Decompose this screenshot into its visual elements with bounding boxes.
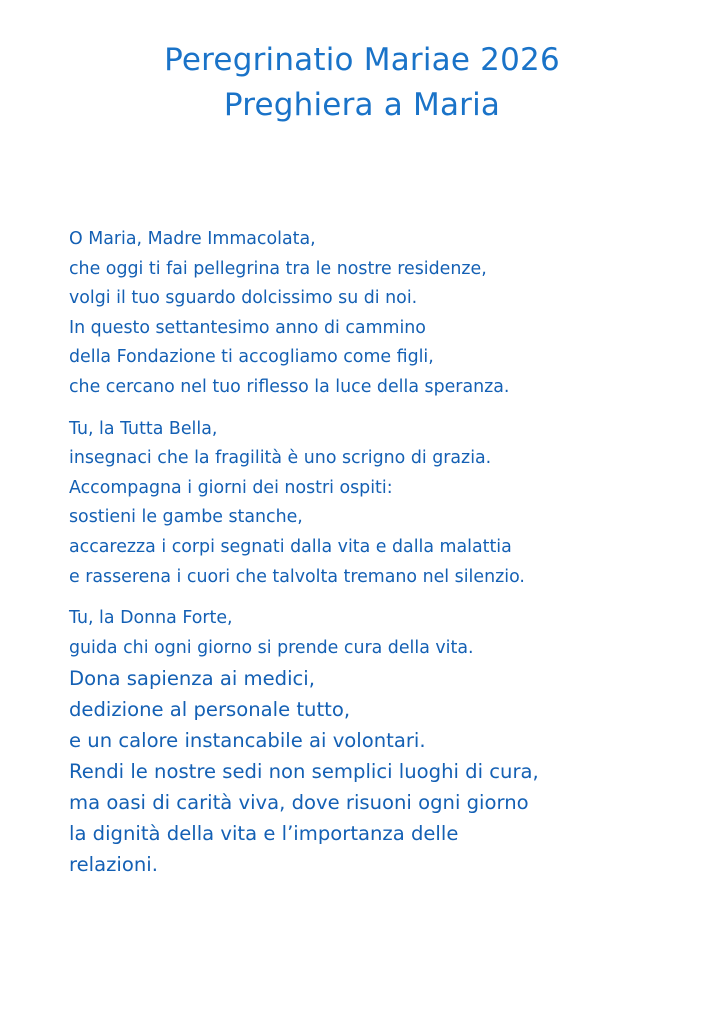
prayer-line: della Fondazione ti accogliamo come figli,: [69, 347, 434, 368]
prayer-line: Rendi le nostre sedi non semplici luoghi di cura,: [69, 760, 539, 784]
prayer-line: e rasserena i cuori che talvolta tremano nel silenzio.: [69, 566, 525, 587]
title-line-1: Peregrinatio Mariae 2026: [164, 42, 560, 78]
prayer-line: sostieni le gambe stanche,: [69, 507, 303, 528]
stanza-2: [69, 415, 709, 593]
prayer-line: guida chi ogni giorno si prende cura della vita.: [69, 637, 474, 658]
stanza-1: [69, 225, 709, 403]
title-line-2: Preghiera a Maria: [223, 87, 501, 123]
prayer-line: insegnaci che la fragilità è uno scrigno di grazia.: [69, 448, 492, 469]
prayer-line: volgi il tuo sguardo dolcissimo su di noi.: [69, 288, 418, 309]
prayer-line: Dona sapienza ai medici,: [69, 667, 315, 691]
prayer-line: In questo settantesimo anno di cammino: [69, 317, 426, 338]
prayer-line: la dignità della vita e l’importanza delle: [69, 822, 459, 846]
prayer-line: e un calore instancabile ai volontari.: [69, 729, 426, 753]
prayer-line: O Maria, Madre Immacolata,: [69, 229, 316, 249]
prayer-line: ma oasi di carità viva, dove risuoni ogni giorno: [69, 791, 529, 815]
prayer-line: Accompagna i giorni dei nostri ospiti:: [69, 477, 393, 498]
prayer-line: Tu, la Tutta Bella,: [69, 418, 218, 439]
prayer-line: che cercano nel tuo riflesso la luce della speranza.: [69, 376, 510, 397]
prayer-line: relazioni.: [69, 853, 158, 877]
page-title: [0, 38, 724, 128]
prayer-line: dedizione al personale tutto,: [69, 698, 351, 722]
stanza-3: [69, 604, 709, 880]
prayer-line: accarezza i corpi segnati dalla vita e dalla malattia: [69, 536, 512, 557]
prayer-text: [69, 225, 709, 880]
prayer-line: che oggi ti fai pellegrina tra le nostre residenze,: [69, 258, 487, 279]
prayer-line: Tu, la Donna Forte,: [69, 608, 233, 629]
